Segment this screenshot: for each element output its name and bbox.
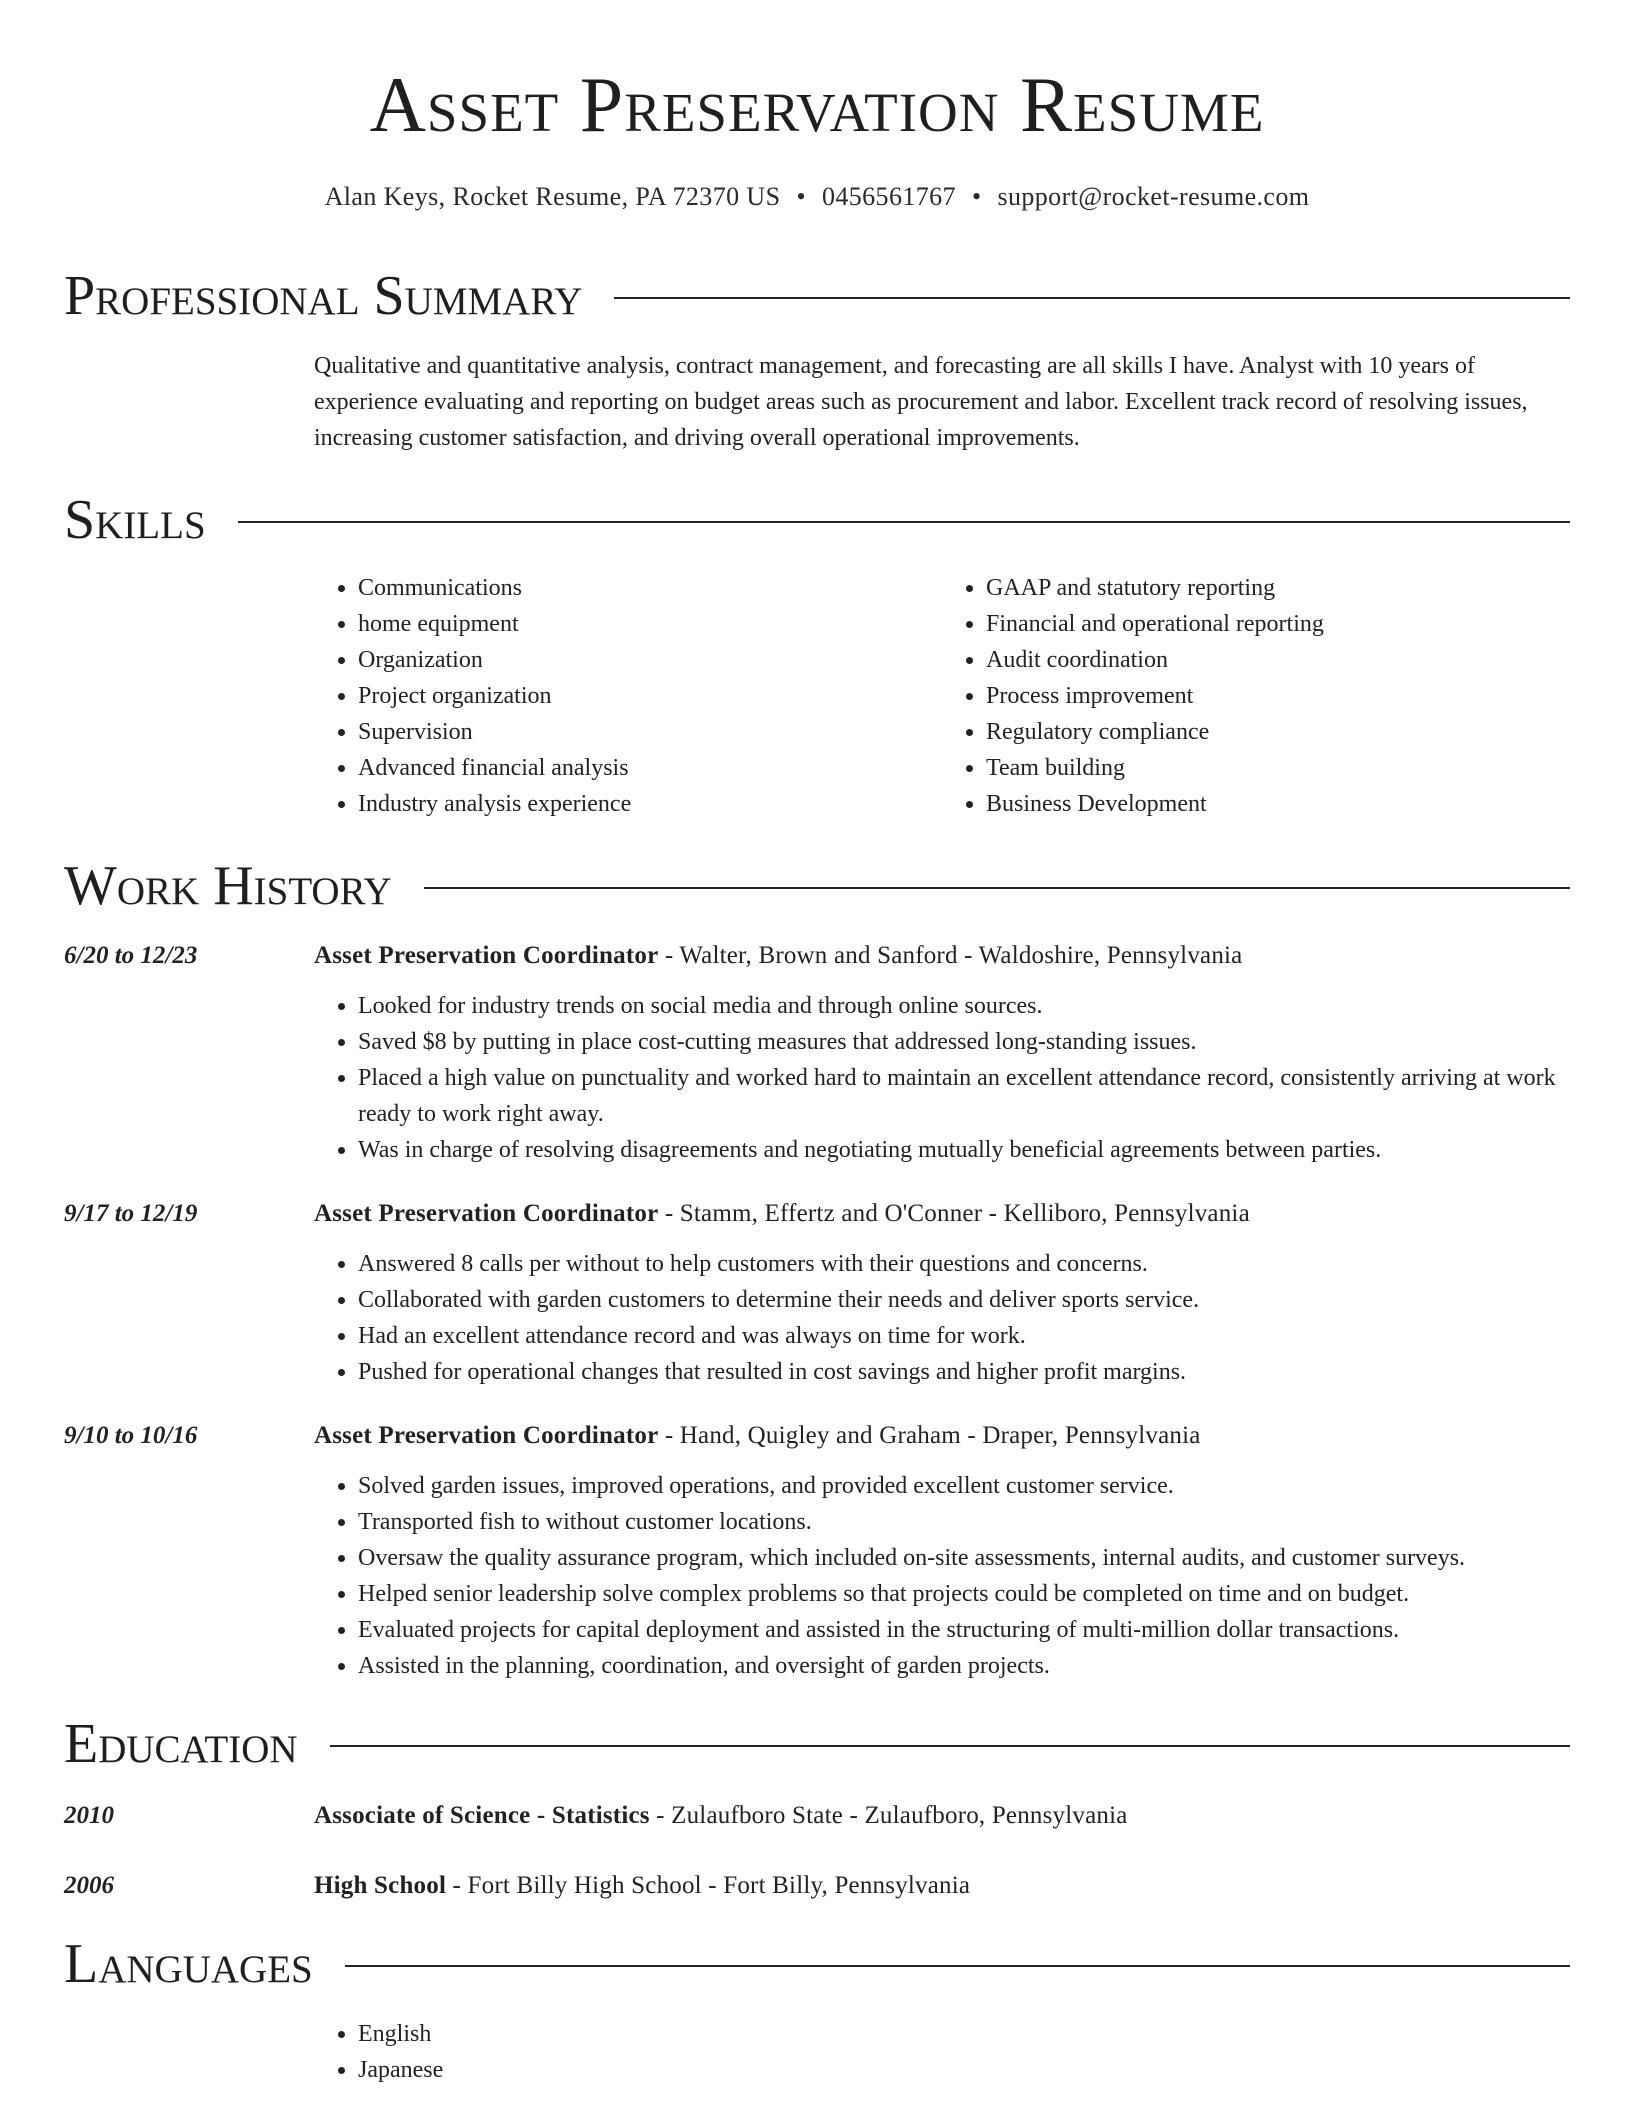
section-divider — [424, 887, 1570, 889]
job-title: Asset Preservation Coordinator — [314, 1200, 659, 1227]
job-bullets — [314, 988, 1570, 1168]
section-title-summary: Professional Summary — [64, 265, 583, 327]
section-divider — [238, 521, 1570, 523]
education-degree: Associate of Science - Statistics — [314, 1802, 650, 1829]
education-year: 2010 — [64, 1802, 114, 1829]
job-bullets — [314, 1246, 1570, 1390]
job-employer: - Stamm, Effertz and O'Conner - Kelliboro, Pennsylvania — [658, 1200, 1250, 1227]
education-headline — [314, 1798, 1128, 1834]
job-dates: 9/17 to 12/19 — [64, 1200, 198, 1227]
language-item: • English — [358, 2016, 1570, 2052]
job-bullet: • Evaluated projects for capital deployment and assisted in the structuring of multi-million dollar transactions. — [358, 1612, 1570, 1648]
resume-title: Asset Preservation Resume — [369, 61, 1265, 148]
education-degree: High School — [314, 1872, 447, 1899]
skill-item: • Industry analysis experience — [358, 786, 942, 822]
languages-list — [314, 2016, 1570, 2088]
job-bullet: • Answered 8 calls per without to help customers with their questions and concerns. — [358, 1246, 1570, 1282]
skill-item: • Regulatory compliance — [986, 714, 1570, 750]
summary-text: Qualitative and quantitative analysis, contract management, and forecasting are all skills I have. Analyst with 10 years of experience evaluating and reporting on budget areas such as procurement and labor. Excellent track record of resolving issues, increasing customer satisfaction, and driving overall operational improvements. — [314, 353, 1528, 451]
skill-item: • Financial and operational reporting — [986, 606, 1570, 642]
language-item: • Japanese — [358, 2052, 1570, 2088]
section-divider — [345, 1965, 1570, 1967]
education-school: - Zulaufboro State - Zulaufboro, Pennsylvania — [649, 1802, 1128, 1829]
contact-separator: • — [796, 182, 806, 211]
section-title-work: Work History — [64, 855, 392, 917]
contact-phone: 0456561767 — [821, 182, 956, 211]
skill-item: • Supervision — [358, 714, 942, 750]
contact-line — [64, 182, 1570, 212]
job-dates: 6/20 to 12/23 — [64, 942, 198, 969]
education-school: - Fort Billy High School - Fort Billy, Pennsylvania — [446, 1872, 971, 1899]
skills-list — [314, 570, 1570, 822]
job-bullet: • Helped senior leadership solve complex problems so that projects could be completed on time and on budget. — [358, 1576, 1570, 1612]
skill-item: • Organization — [358, 642, 942, 678]
section-title-languages: Languages — [64, 1933, 313, 1995]
education-headline — [314, 1868, 970, 1904]
job-bullet: • Saved $8 by putting in place cost-cutting measures that addressed long-standing issues. — [358, 1024, 1570, 1060]
education-year: 2006 — [64, 1872, 114, 1899]
skill-item: • Business Development — [986, 786, 1570, 822]
education-entry — [64, 1798, 1570, 1834]
section-header-skills — [64, 490, 1570, 550]
contact-address: Alan Keys, Rocket Resume, PA 72370 US — [324, 182, 781, 211]
job-employer: - Hand, Quigley and Graham - Draper, Pennsylvania — [658, 1422, 1201, 1449]
contact-email: support@rocket-resume.com — [997, 182, 1310, 211]
job-title: Asset Preservation Coordinator — [314, 942, 659, 969]
skills-column-left — [314, 570, 942, 822]
job-entry — [64, 1418, 1570, 1684]
job-bullet: • Solved garden issues, improved operations, and provided excellent customer service. — [358, 1468, 1570, 1504]
section-header-education — [64, 1714, 1570, 1774]
education-entry — [64, 1868, 1570, 1904]
section-header-summary — [64, 266, 1570, 326]
section-header-languages — [64, 1934, 1570, 1994]
skill-item: • Advanced financial analysis — [358, 750, 942, 786]
job-entry — [64, 938, 1570, 1168]
section-title-education: Education — [64, 1713, 298, 1775]
job-bullet: • Oversaw the quality assurance program, which included on-site assessments, internal audits, and customer surveys. — [358, 1540, 1570, 1576]
skills-column-right — [942, 570, 1570, 822]
section-title-skills: Skills — [64, 489, 206, 551]
job-bullet: • Pushed for operational changes that resulted in cost savings and higher profit margins. — [358, 1354, 1570, 1390]
job-bullets — [314, 1468, 1570, 1684]
job-entry — [64, 1196, 1570, 1390]
section-header-work — [64, 856, 1570, 916]
skill-item: • Team building — [986, 750, 1570, 786]
skill-item: • Project organization — [358, 678, 942, 714]
section-divider — [330, 1745, 1570, 1747]
job-bullet: • Collaborated with garden customers to determine their needs and deliver sports service. — [358, 1282, 1570, 1318]
job-employer: - Walter, Brown and Sanford - Waldoshire, Pennsylvania — [658, 942, 1243, 969]
skill-item: • Communications — [358, 570, 942, 606]
job-bullet: • Assisted in the planning, coordination, and oversight of garden projects. — [358, 1648, 1570, 1684]
skill-item: • GAAP and statutory reporting — [986, 570, 1570, 606]
skill-item: • Audit coordination — [986, 642, 1570, 678]
job-title: Asset Preservation Coordinator — [314, 1422, 659, 1449]
contact-separator: • — [971, 182, 982, 211]
job-bullet: • Placed a high value on punctuality and worked hard to maintain an excellent attendance record, consistently arriving at work ready to work right away. — [358, 1060, 1570, 1132]
job-bullet: • Looked for industry trends on social media and through online sources. — [358, 988, 1570, 1024]
job-headline — [314, 1196, 1570, 1232]
job-dates: 9/10 to 10/16 — [64, 1422, 198, 1449]
skill-item: • Process improvement — [986, 678, 1570, 714]
job-bullet: • Was in charge of resolving disagreements and negotiating mutually beneficial agreements between parties. — [358, 1132, 1570, 1168]
job-headline — [314, 938, 1570, 974]
job-bullet: • Had an excellent attendance record and was always on time for work. — [358, 1318, 1570, 1354]
job-bullet: • Transported fish to without customer locations. — [358, 1504, 1570, 1540]
job-headline — [314, 1418, 1570, 1454]
skill-item: • home equipment — [358, 606, 942, 642]
section-divider — [614, 297, 1570, 299]
